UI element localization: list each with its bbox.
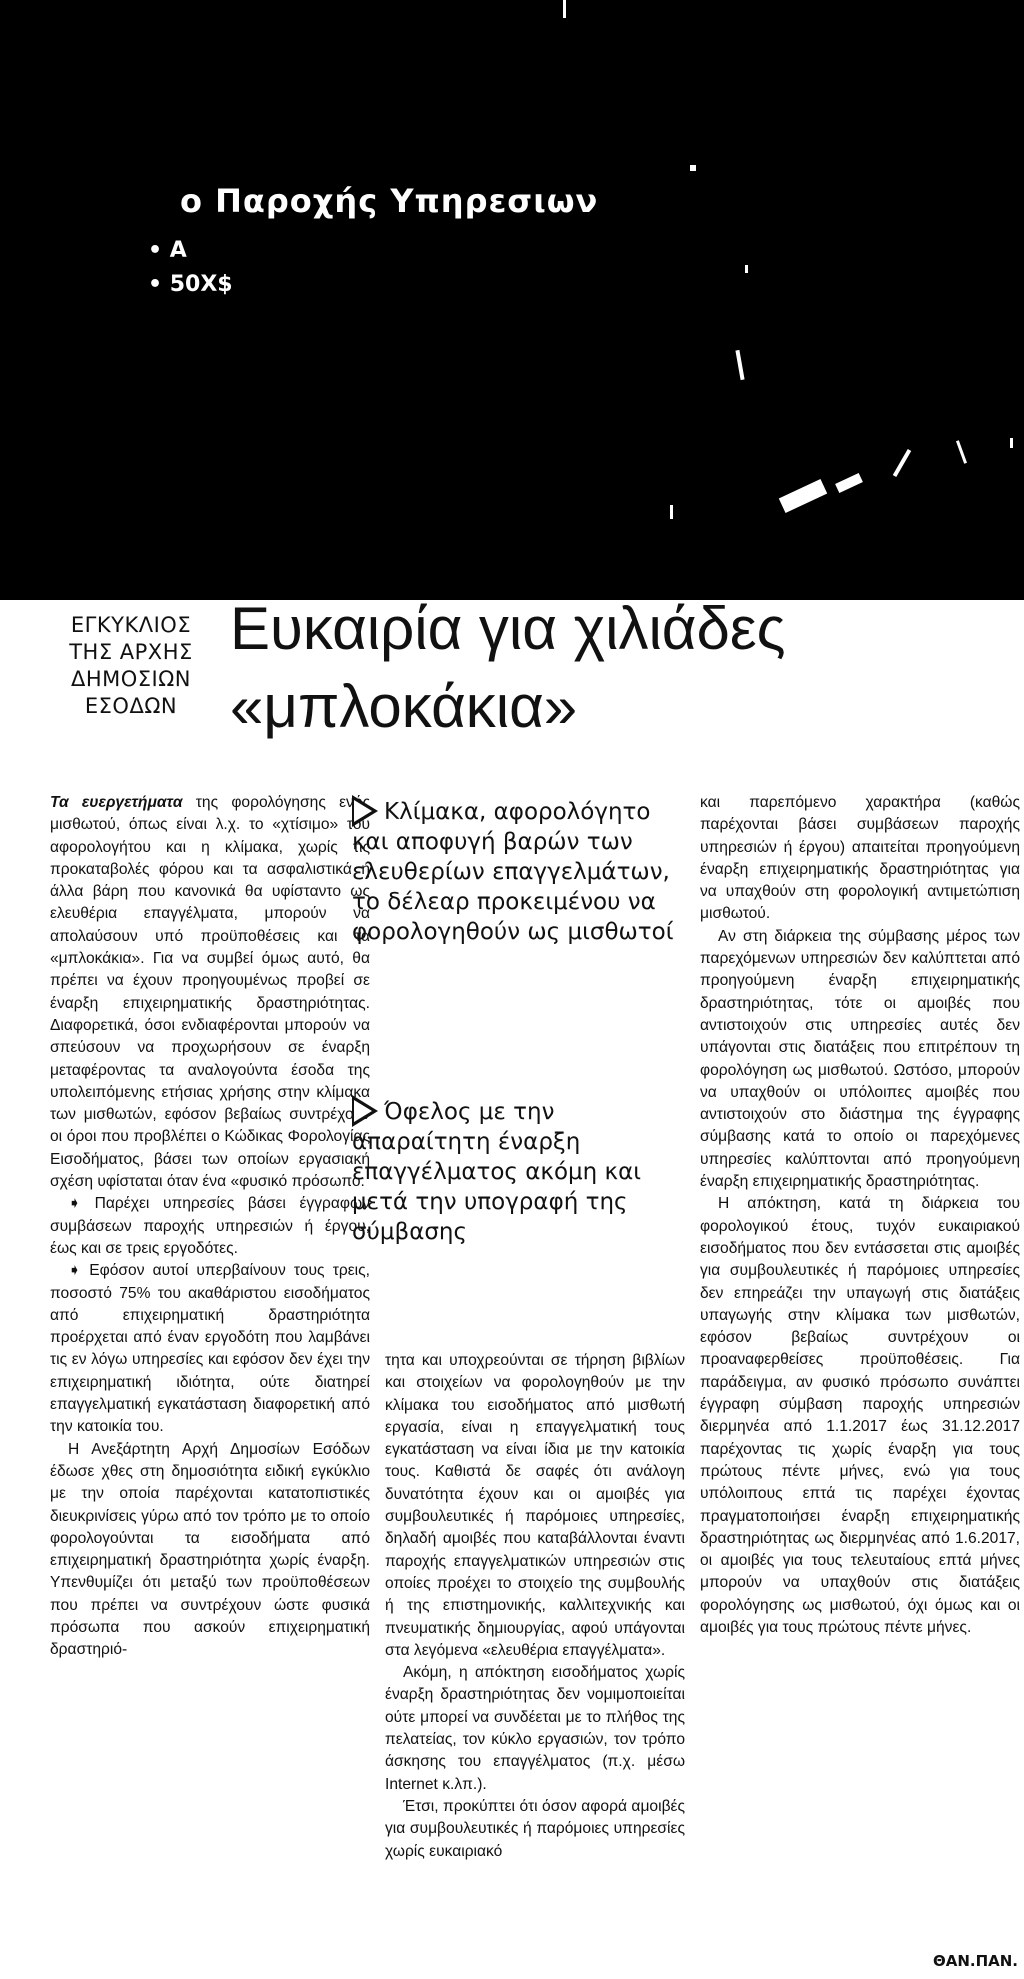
photo-highlight	[835, 473, 863, 493]
header-photo	[0, 0, 1024, 600]
bullet-paragraph: Εφόσον αυτοί υπερβαίνουν τους τρεις, ποσοστό 75% του ακαθάριστου εισοδήματος από επιχειρηματική δραστηριότητα προέρχεται από έναν εργοδότη που λαμβάνει τις εν λόγω υπηρεσίες και εφόσον δεν έχει την επιχειρηματική ιδιότητα, ούτε διατηρεί επαγγελματική εγκατάσταση διαφορετική από την κατοικία του.	[50, 1262, 370, 1436]
photo-highlight	[690, 165, 696, 171]
pull-quote	[352, 795, 682, 947]
photo-highlight	[745, 265, 748, 273]
paragraph: Η απόκτηση, κατά τη διάρκεια του φορολογικού έτους, τυχόν ευκαιριακού εισοδήματος που δεν εντάσσεται στις αμοιβές για συμβουλευτικές ή παρόμοιες υπηρεσίες δεν επηρεάζει την υπαγωγή στις διατάξεις υπαγωγής στην κλίμακα των μισθωτών, εφόσον βεβαίως συντρέχουν οι προαναφερθείσες προϋποθέσεις. Για παράδειγμα, αν φυσικό πρόσωπο συνάπτει έγγραφη σύμβαση παροχής υπηρεσιών διερμηνέα από 1.1.2017 έως 31.12.2017 παρέχοντας τις χωρίς έναρξη για τους πρώτους πέντε μήνες, ενώ για τους υπόλοιπους επτά τις παρέχει έχοντας πραγματοποιήσει έναρξη επιχειρηματικής δραστηριότητας ως διερμηνέας από 1.6.2017, οι αμοιβές για τους τελευταίους επτά μήνες μπορούν να υπαχθούν στις διατάξεις φορολόγησης ως μισθωτού, όχι όμως και οι αμοιβές για τους πρώτους πέντε μήνες.	[700, 1195, 1020, 1636]
byline: ΘΑΝ.ΠΑΝ.	[932, 1952, 1018, 1970]
photo-screen-title: ο Παροχής Υπηρεσιων	[180, 182, 599, 220]
lead-in: Τα ευεργετήματα	[50, 794, 183, 811]
paragraph: τητα και υποχρεούνται σε τήρηση βιβλίων και στοιχείων να φορολογηθούν με την κλίμακα του εισοδήματος από μισθωτή εργασία, είναι η επαγγελματική τους εγκατάσταση να είναι ίδια με την κατοικία τους. Καθιστά δε σαφές ότι ανάλογη δυνατότητα έχουν και οι αμοιβές για συμβουλευτικές ή παρόμοιες υπηρεσίες, δηλαδή αμοιβές που καταβάλλονται έναντι παροχής επαγγελματικών υπηρεσιών στις οποίες προέχει το στοιχείο της συμβουλής ή της επιστημονικής, καλλιτεχνικής και πνευματικής δημιουργίας, αφού υπάγονται στα λεγόμενα «ελευθέρια επαγγέλματα».	[385, 1352, 685, 1659]
triangle-arrow-icon	[352, 1095, 378, 1127]
pull-quote	[352, 1095, 682, 1247]
headline-line: «μπλοκάκια»	[230, 673, 578, 740]
headline-line: Ευκαιρία για χιλιάδες	[230, 595, 786, 662]
pull-quote-text: Κλίμακα, αφορολόγητο και αποφυγή βαρών των ελευθερίων επαγγελμάτων, το δέλεαρ προκειμένου να φορολογηθούν ως μισθωτοί	[352, 799, 674, 945]
paragraph: Αν στη διάρκεια της σύμβασης μέρος των παρεχόμενων υπηρεσιών δεν καλύπτεται από προηγούμενη έναρξη επιχειρηματικής δραστηριότητας, τότε οι αμοιβές που αντιστοιχούν στις υπηρεσίες αυτές δεν υπάγονται στις διατάξεις που επιτρέπουν τη φορολόγηση ως μισθωτού. Ωστόσο, μπορούν να υπαχθούν οι υπόλοιπες αμοιβές που αντιστοιχούν στο διάστημα της έγγραφης σύμβασης κατά το οποίο οι παρεχόμενες υπηρεσίες καλύπτονται από προηγούμενη έναρξη επιχειρηματικής δραστηριότητας.	[700, 927, 1020, 1191]
kicker-line: ΔΗΜΟΣΙΩΝ	[70, 667, 192, 691]
photo-highlight	[779, 479, 827, 513]
photo-mark	[563, 0, 566, 18]
photo-screen-bullet: • 50Χ$	[148, 272, 233, 297]
bullet-icon: ➧	[68, 1195, 95, 1213]
paragraph: Ακόμη, η απόκτηση εισοδήματος χωρίς έναρξη δραστηριότητας δεν νομιμοποιείται ούτε μπορεί να συνδέεται με το πλήθος της πελατείας, τον κύκλο εργασιών, τον τρόπο άσκησης του επαγγέλματος (π.χ. μέσω Internet κ.λπ.).	[385, 1664, 685, 1793]
photo-highlight	[956, 440, 967, 464]
kicker-line: ΤΗΣ ΑΡΧΗΣ	[69, 640, 193, 664]
paragraph: Έτσι, προκύπτει ότι όσον αφορά αμοιβές για συμβουλευτικές ή παρόμοιες υπηρεσίες χωρίς ευκαιριακό	[385, 1797, 685, 1860]
headline	[230, 590, 786, 746]
kicker-line: ΕΣΟΔΩΝ	[84, 694, 178, 718]
bullet-paragraph: Παρέχει υπηρεσίες βάσει έγγραφων συμβάσεων παροχής υπηρεσιών ή έργου, έως και σε τρεις εργοδότες.	[50, 1195, 370, 1257]
photo-highlight	[735, 350, 744, 380]
paragraph: Η Ανεξάρτητη Αρχή Δημοσίων Εσόδων έδωσε χθες στη δημοσιότητα ειδική εγκύκλιο με την οποία παρέχονται κατατοπιστικές διευκρινίσεις γύρω από τον τρόπο με το οποίο φορολογούνται τα εισοδήματα από επιχειρηματική δραστηριότητα χωρίς έναρξη. Υπενθυμίζει ότι μεταξύ των προϋποθέσεων που πρέπει να συντρέχουν ώστε φυσικά πρόσωπα που ασκούν επιχειρηματική δραστηριό-	[50, 1440, 370, 1659]
bullet-icon: ➧	[68, 1262, 90, 1280]
paragraph: της φορολόγησης ενός μισθωτού, όπως είναι λ.χ. το «χτίσιμο» του αφορολογήτου και η κλίμακα, χωρίς τις προκαταβολές φόρου και τα ασφαλιστικά ή άλλα βάρη που κανονικά θα υφίσταντο ως ελευθέρια επαγγέλματα, μπορούν να απολαύσουν υπό προϋποθέσεις και τα «μπλοκάκια». Για να συμβεί όμως αυτό, θα πρέπει να έχουν προηγουμένως προβεί σε έναρξη επιχειρηματικής δραστηριότητας. Διαφορετικά, όσοι ενδιαφέρονται μπορούν να σπεύσουν να προχωρήσουν σε έναρξη μεταφέροντας τα αναλογούντα έσοδα της υπολειπόμενης ετήσιας χρήσης στην κλίμακα των μισθωτών, εφόσον βεβαίως συντρέχουν οι όροι που προβλέπει ο Κώδικας Φορολογίας Εισοδήματος, βάσει των οποίων εργασιακή σχέση υφίσταται όταν ένα «φυσικό πρόσωπο:	[50, 794, 371, 1191]
paragraph: και παρεπόμενο χαρακτήρα (καθώς παρέχονται βάσει συμβάσεων παροχής υπηρεσιών ή έργου) απαιτείται προηγούμενη έναρξη επιχειρηματικής δραστηριότητας για να υπαχθούν στη φορολογική αντιμετώπιση μισθωτού.	[700, 794, 1020, 923]
kicker-line: ΕΓΚΥΚΛΙΟΣ	[70, 613, 192, 637]
photo-highlight	[1010, 438, 1013, 448]
article-column-1	[50, 792, 370, 1662]
section-kicker	[55, 612, 207, 720]
pull-quote-text: Όφελος με την απαραίτητη έναρξη επαγγέλματος ακόμη και μετά την υπογραφή της σύμβασης	[352, 1099, 642, 1245]
article-column-3	[700, 792, 1020, 1639]
photo-highlight	[670, 505, 673, 519]
triangle-arrow-icon	[352, 795, 378, 827]
photo-screen-bullet: • Α	[148, 238, 187, 263]
photo-highlight	[893, 449, 911, 477]
article-column-2	[385, 1350, 685, 1863]
